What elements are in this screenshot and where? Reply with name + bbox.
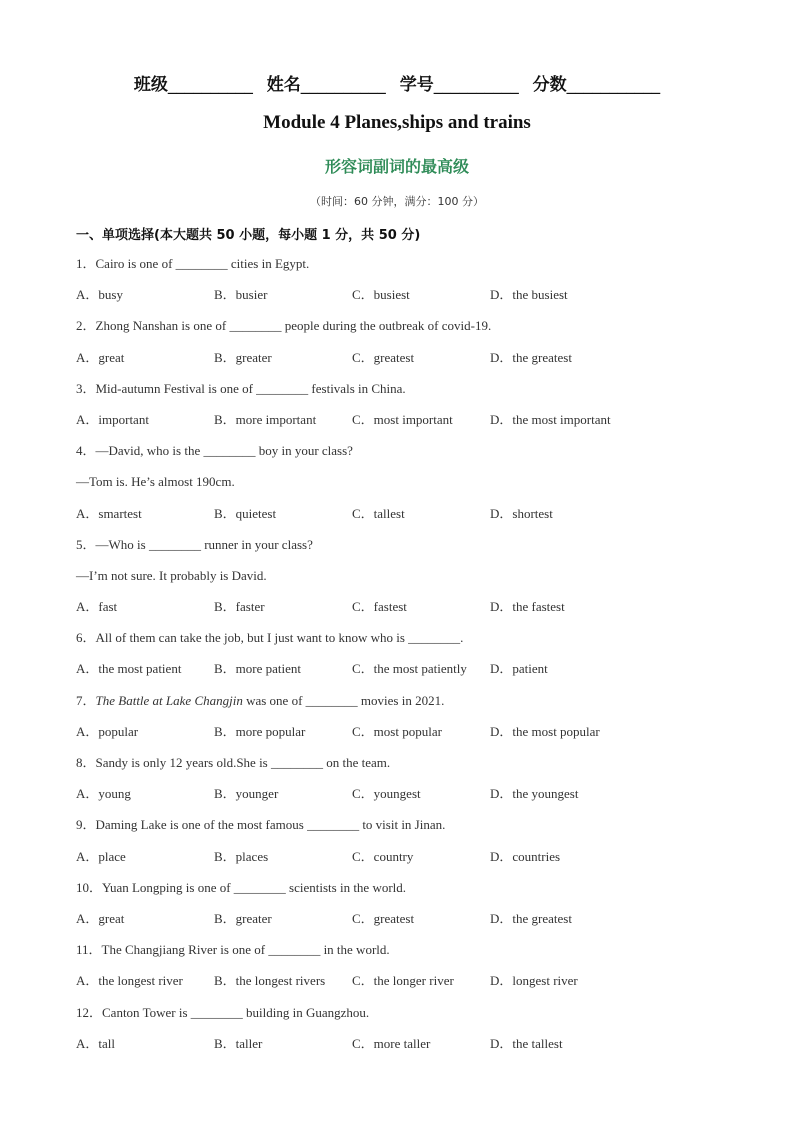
question-5-options <box>76 597 736 628</box>
question-2-option-a[interactable]: A．great <box>76 349 125 365</box>
question-12-option-d[interactable]: D．the tallest <box>490 1035 563 1051</box>
question-4-option-c[interactable]: C．tallest <box>352 505 405 521</box>
question-10-option-b[interactable]: B．greater <box>214 910 272 926</box>
question-11-options <box>76 971 736 1002</box>
question-12-option-b[interactable]: B．taller <box>214 1035 263 1051</box>
question-6-option-c[interactable]: C．the most patiently <box>352 661 467 677</box>
question-3-stem: 3．Mid-autumn Festival is one of ________ festivals in China. <box>76 380 406 396</box>
question-7-options <box>76 722 736 753</box>
student-number-blank[interactable]: __________ <box>433 75 519 95</box>
question-1-option-d[interactable]: D．the busiest <box>490 287 568 303</box>
name-blank[interactable]: __________ <box>300 75 386 95</box>
question-9-option-b[interactable]: B．places <box>214 848 269 864</box>
question-2-option-c[interactable]: C．greatest <box>352 349 415 365</box>
question-9-option-d[interactable]: D．countries <box>490 848 561 864</box>
question-8-options <box>76 784 736 815</box>
question-1-option-a[interactable]: A．busy <box>76 287 123 303</box>
question-7-option-d[interactable]: D．the most popular <box>490 723 600 739</box>
question-4-options <box>76 504 736 535</box>
question-12-option-c[interactable]: C．more taller <box>352 1035 431 1051</box>
question-9-option-c[interactable]: C．country <box>352 848 414 864</box>
question-11-option-b[interactable]: B．the longest rivers <box>214 973 326 989</box>
class-field[interactable]: 班级__________ <box>133 75 253 95</box>
question-10-options <box>76 909 736 940</box>
student-info-line <box>0 70 794 95</box>
question-3-option-c[interactable]: C．most important <box>352 411 453 427</box>
question-2-options <box>76 348 736 379</box>
question-1-option-c[interactable]: C．busiest <box>352 287 410 303</box>
question-3-option-b[interactable]: B．more important <box>214 411 317 427</box>
score-blank[interactable]: ___________ <box>566 75 661 95</box>
score-field[interactable]: 分数___________ <box>532 75 661 95</box>
question-6-stem: 6．All of them can take the job, but I just want to know who is ________. <box>76 630 464 646</box>
page-title: Module 4 Planes,ships and trains <box>263 112 531 133</box>
question-6-option-a[interactable]: A．the most patient <box>76 661 182 677</box>
question-7-stem: 7．The Battle at Lake Changjin was one of ________ movies in 2021. <box>76 692 445 708</box>
question-2-stem: 2．Zhong Nanshan is one of ________ people during the outbreak of covid-19. <box>76 318 492 334</box>
question-4-stem: 4．—David, who is the ________ boy in your class? <box>76 443 353 459</box>
question-10-option-a[interactable]: A．great <box>76 910 125 926</box>
question-5-stem: 5．—Who is ________ runner in your class? <box>76 536 313 552</box>
question-9-options <box>76 847 736 878</box>
question-7-option-b[interactable]: B．more popular <box>214 723 306 739</box>
question-8-option-d[interactable]: D．the youngest <box>490 786 579 802</box>
question-6-options <box>76 659 736 690</box>
question-2-option-b[interactable]: B．greater <box>214 349 272 365</box>
question-8-option-b[interactable]: B．younger <box>214 786 279 802</box>
question-11-option-a[interactable]: A．the longest river <box>76 973 183 989</box>
question-4-dialogue: —Tom is. He’s almost 190cm. <box>76 474 235 490</box>
question-5-dialogue: —I’m not sure. It probably is David. <box>76 567 267 583</box>
class-blank[interactable]: __________ <box>167 75 253 95</box>
question-8-option-c[interactable]: C．youngest <box>352 786 421 802</box>
question-11-stem: 11．The Changjiang River is one of ________ in the world. <box>76 942 390 958</box>
question-11-option-d[interactable]: D．longest river <box>490 973 578 989</box>
question-7-option-a[interactable]: A．popular <box>76 723 139 739</box>
question-3-option-a[interactable]: A．important <box>76 411 149 427</box>
question-3-options <box>76 410 736 441</box>
question-6-option-d[interactable]: D．patient <box>490 661 548 677</box>
question-1-stem: 1．Cairo is one of ________ cities in Egypt. <box>76 256 310 271</box>
question-10-stem: 10．Yuan Longping is one of ________ scientists in the world. <box>76 879 407 895</box>
question-6-option-b[interactable]: B．more patient <box>214 661 302 677</box>
time-note: （时间：60 分钟，满分：100 分） <box>310 195 484 208</box>
question-8-option-a[interactable]: A．young <box>76 786 131 802</box>
question-2-option-d[interactable]: D．the greatest <box>490 349 572 365</box>
section-heading: 一、单项选择(本大题共 50 小题，每小题 1 分，共 50 分) <box>76 228 421 243</box>
question-1-option-b[interactable]: B．busier <box>214 287 268 303</box>
question-3-option-d[interactable]: D．the most important <box>490 411 611 427</box>
question-10-option-c[interactable]: C．greatest <box>352 910 415 926</box>
question-5-option-a[interactable]: A．fast <box>76 599 118 615</box>
question-9-option-a[interactable]: A．place <box>76 848 126 864</box>
question-9-stem: 9．Daming Lake is one of the most famous ________ to visit in Jinan. <box>76 817 446 833</box>
question-5-option-c[interactable]: C．fastest <box>352 599 407 615</box>
question-5-option-b[interactable]: B．faster <box>214 599 265 615</box>
student-number-field[interactable]: 学号__________ <box>399 75 519 95</box>
question-12-stem: 12．Canton Tower is ________ building in Guangzhou. <box>76 1004 370 1020</box>
question-4-option-d[interactable]: D．shortest <box>490 505 553 521</box>
question-8-stem: 8．Sandy is only 12 years old.She is ________ on the team. <box>76 755 391 770</box>
question-1-options <box>76 285 736 316</box>
question-4-option-b[interactable]: B．quietest <box>214 505 277 521</box>
name-field[interactable]: 姓名__________ <box>266 75 386 95</box>
question-5-option-d[interactable]: D．the fastest <box>490 599 565 615</box>
question-list <box>76 254 736 1065</box>
question-12-option-a[interactable]: A．tall <box>76 1035 115 1051</box>
question-11-option-c[interactable]: C．the longer river <box>352 973 454 989</box>
question-4-option-a[interactable]: A．smartest <box>76 505 142 521</box>
question-10-option-d[interactable]: D．the greatest <box>490 910 572 926</box>
movie-title: The Battle at Lake Changjin <box>95 692 243 708</box>
page-subtitle: 形容词副词的最高级 <box>324 157 469 176</box>
question-7-option-c[interactable]: C．most popular <box>352 723 442 739</box>
question-12-options <box>76 1034 736 1065</box>
